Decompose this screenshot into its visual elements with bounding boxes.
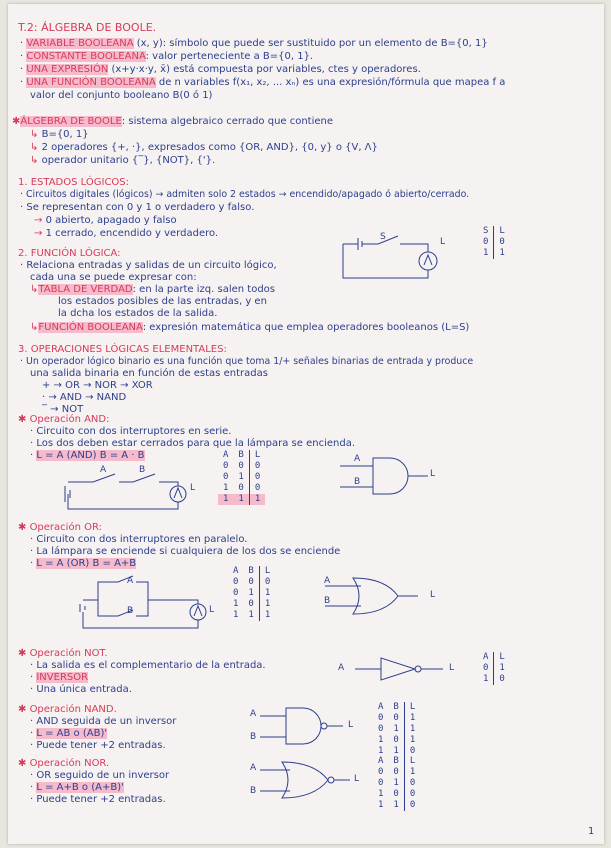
and-circuit	[63, 464, 203, 519]
or-heading: ✱ Operación OR:	[18, 522, 102, 533]
nor-heading: ✱ Operación NOR.	[18, 758, 110, 769]
not-gate-a-label: A	[338, 663, 345, 673]
intro-text: valor del conjunto booleano B(0 ó 1)	[30, 90, 213, 101]
funcion-line-2: cada una se puede expresar con:	[30, 272, 197, 283]
page-number: 1	[588, 826, 595, 837]
and-line-2: · Los dos deben estar cerrados para que la lámpara se encienda.	[30, 438, 356, 449]
funcion-tabla-more-2: la dcha los estados de la salida.	[58, 308, 218, 319]
op-and-chain: · → AND → NAND	[42, 392, 127, 403]
not-heading: ✱ Operación NOT.	[18, 648, 108, 659]
algebra-item-1: ↳ B={0, 1}	[30, 129, 89, 140]
operaciones-heading: 3. OPERACIONES LÓGICAS ELEMENTALES:	[18, 344, 227, 355]
not-gate	[353, 654, 453, 684]
and-heading: ✱ Operación AND:	[18, 414, 110, 425]
or-circuit	[78, 572, 218, 632]
intro-line-1: · VARIABLE BOOLEANA (x, y): símbolo que puede ser sustituido por un elemento de B={0, 1}	[20, 38, 488, 49]
intro-term: UNA FUNCIÓN BOOLEANA	[26, 77, 156, 88]
or-gate-b-label: B	[324, 596, 331, 606]
op-or-chain: + → OR → NOR → XOR	[42, 380, 153, 391]
or-gate-l-label: L	[430, 590, 436, 600]
or-line-1: · Circuito con dos interruptores en paralelo.	[30, 534, 248, 545]
funcion-booleana: ↳FUNCIÓN BOOLEANA: expresión matemática que emplea operadores booleanos (L=S)	[30, 322, 470, 333]
not-line-1: · La salida es el complementario de la entrada.	[30, 660, 266, 671]
not-truth-table: A L 0 1 1 0	[478, 652, 510, 685]
and-gate-a-label: A	[354, 454, 361, 464]
nand-line-1: · AND seguida de un inversor	[30, 716, 177, 727]
intro-line-4: · UNA FUNCIÓN BOOLEANA de n variables f(x₁, x₂, ... xₙ) es una expresión/fórmula que mapea f a	[20, 77, 506, 88]
algebra-def: : sistema algebraico cerrado que contiene	[121, 116, 334, 127]
intro-term: CONSTANTE BOOLEANA	[26, 51, 146, 62]
nand-heading: ✱ Operación NAND.	[18, 704, 117, 715]
nand-gate	[258, 704, 358, 749]
nor-truth-table: A B L 0 0 1 0 1 0 1 0 0 1 1 0	[373, 756, 420, 811]
nor-line-1: · OR seguido de un inversor	[30, 770, 170, 781]
page-title	[18, 22, 156, 34]
funcion-heading: 2. FUNCIÓN LÓGICA:	[18, 248, 121, 259]
estados-truth-table: S L 0 0 1 1	[478, 226, 510, 259]
and-circuit-a-label: A	[100, 465, 107, 475]
nor-line-3: · Puede tener +2 entradas.	[30, 794, 166, 805]
intro-text: : valor perteneciente a B={0, 1}.	[145, 51, 314, 62]
or-circuit-l-label: L	[209, 605, 215, 615]
not-gate-l-label: L	[449, 663, 455, 673]
or-gate	[323, 574, 436, 619]
operaciones-line-1: · Un operador lógico binario es una función que toma 1/+ señales binarias de entrada y produce	[20, 356, 474, 367]
algebra-item-2: ↳ 2 operadores {+, ·}, expresados como {OR, AND}, {0, y} o {V, Λ}	[30, 142, 378, 153]
nor-gate	[258, 758, 368, 803]
estados-line-2: · Se representan con 0 y 1 o verdadero y falso.	[20, 202, 255, 213]
or-truth-table: A B L 0 0 0 0 1 1 1 0 1 1 1 1	[228, 566, 275, 621]
intro-text: (x+y·x·y, x̄) está compuesta por variables, ctes y operadores.	[111, 64, 421, 75]
estados-sub-2: → 1 cerrado, encendido y verdadero.	[34, 228, 219, 239]
nor-formula: · L = A+B o (A+B)'	[30, 782, 124, 793]
not-line-3: · Una única entrada.	[30, 684, 132, 695]
funcion-line-1: · Relaciona entradas y salidas de un circuito lógico,	[20, 260, 277, 271]
algebra-item-3: ↳ operador unitario {‾}, {NOT}, {'}.	[30, 155, 216, 166]
intro-term: VARIABLE BOOLEANA	[26, 38, 134, 49]
nand-gate-b-label: B	[250, 732, 257, 742]
and-gate	[338, 454, 438, 499]
nand-line-3: · Puede tener +2 entradas.	[30, 740, 166, 751]
nand-gate-a-label: A	[250, 709, 257, 719]
funcion-tabla-more-1: los estados posibles de las entradas, y en	[58, 296, 267, 307]
or-circuit-a-label: A	[127, 576, 134, 586]
and-truth-table: A B L 0 0 0 0 1 0 1 0 0 1 1 1	[218, 450, 265, 505]
intro-line-2: · CONSTANTE BOOLEANA: valor perteneciente a B={0, 1}.	[20, 51, 314, 62]
and-circuit-l-label: L	[190, 483, 196, 493]
algebra-heading: ✱ÁLGEBRA DE BOOLE: sistema algebraico cerrado que contiene	[12, 116, 334, 127]
title-text: T.2: ÁLGEBRA DE BOOLE.	[18, 21, 157, 34]
intro-term: UNA EXPRESIÓN	[26, 64, 109, 75]
and-line-1: · Circuito con dos interruptores en serie.	[30, 426, 232, 437]
and-formula: · L = A (AND) B = A · B	[30, 450, 145, 461]
switch-label: S	[380, 232, 386, 242]
nand-truth-table: A B L 0 0 1 0 1 1 1 0 1 1 1 0	[373, 702, 420, 757]
estados-circuit	[338, 222, 458, 282]
intro-line-5	[30, 90, 212, 102]
nor-gate-l-label: L	[354, 774, 360, 784]
op-not-chain: ‾ → NOT	[42, 404, 84, 415]
or-formula: · L = A (OR) B = A+B	[30, 558, 137, 569]
nor-gate-a-label: A	[250, 763, 257, 773]
nor-gate-b-label: B	[250, 786, 257, 796]
and-gate-b-label: B	[354, 477, 361, 487]
intro-text: (x, y): símbolo que puede ser sustituido por un elemento de B={0, 1}	[136, 38, 488, 49]
lamp-label: L	[440, 237, 446, 247]
estados-heading: 1. ESTADOS LÓGICOS:	[18, 177, 130, 188]
funcion-tabla: ↳TABLA DE VERDAD: en la parte izq. salen todos	[30, 284, 275, 295]
estados-line-1: · Circuitos digitales (lógicos) → admiten solo 2 estados → encendido/apagado ó abierto/cerrado.	[20, 189, 470, 200]
nand-gate-l-label: L	[348, 720, 354, 730]
operaciones-line-2: una salida binaria en función de estas entradas	[30, 368, 268, 379]
or-gate-a-label: A	[324, 576, 331, 586]
and-gate-l-label: L	[430, 469, 436, 479]
or-circuit-b-label: B	[127, 606, 134, 616]
intro-line-3: · UNA EXPRESIÓN (x+y·x·y, x̄) está compuesta por variables, ctes y operadores.	[20, 64, 421, 75]
and-circuit-b-label: B	[139, 465, 146, 475]
not-line-2: · INVERSOR	[30, 672, 89, 683]
or-line-2: · La lámpara se enciende si cualquiera de los dos se enciende	[30, 546, 341, 557]
algebra-term: ÁLGEBRA DE BOOLE	[20, 116, 122, 127]
notebook-page	[8, 4, 604, 844]
estados-sub-1: → 0 abierto, apagado y falso	[34, 215, 177, 226]
intro-text: de n variables f(x₁, x₂, ... xₙ) es una expresión/fórmula que mapea f a	[158, 77, 506, 88]
nand-formula: · L = AB o (AB)'	[30, 728, 108, 739]
